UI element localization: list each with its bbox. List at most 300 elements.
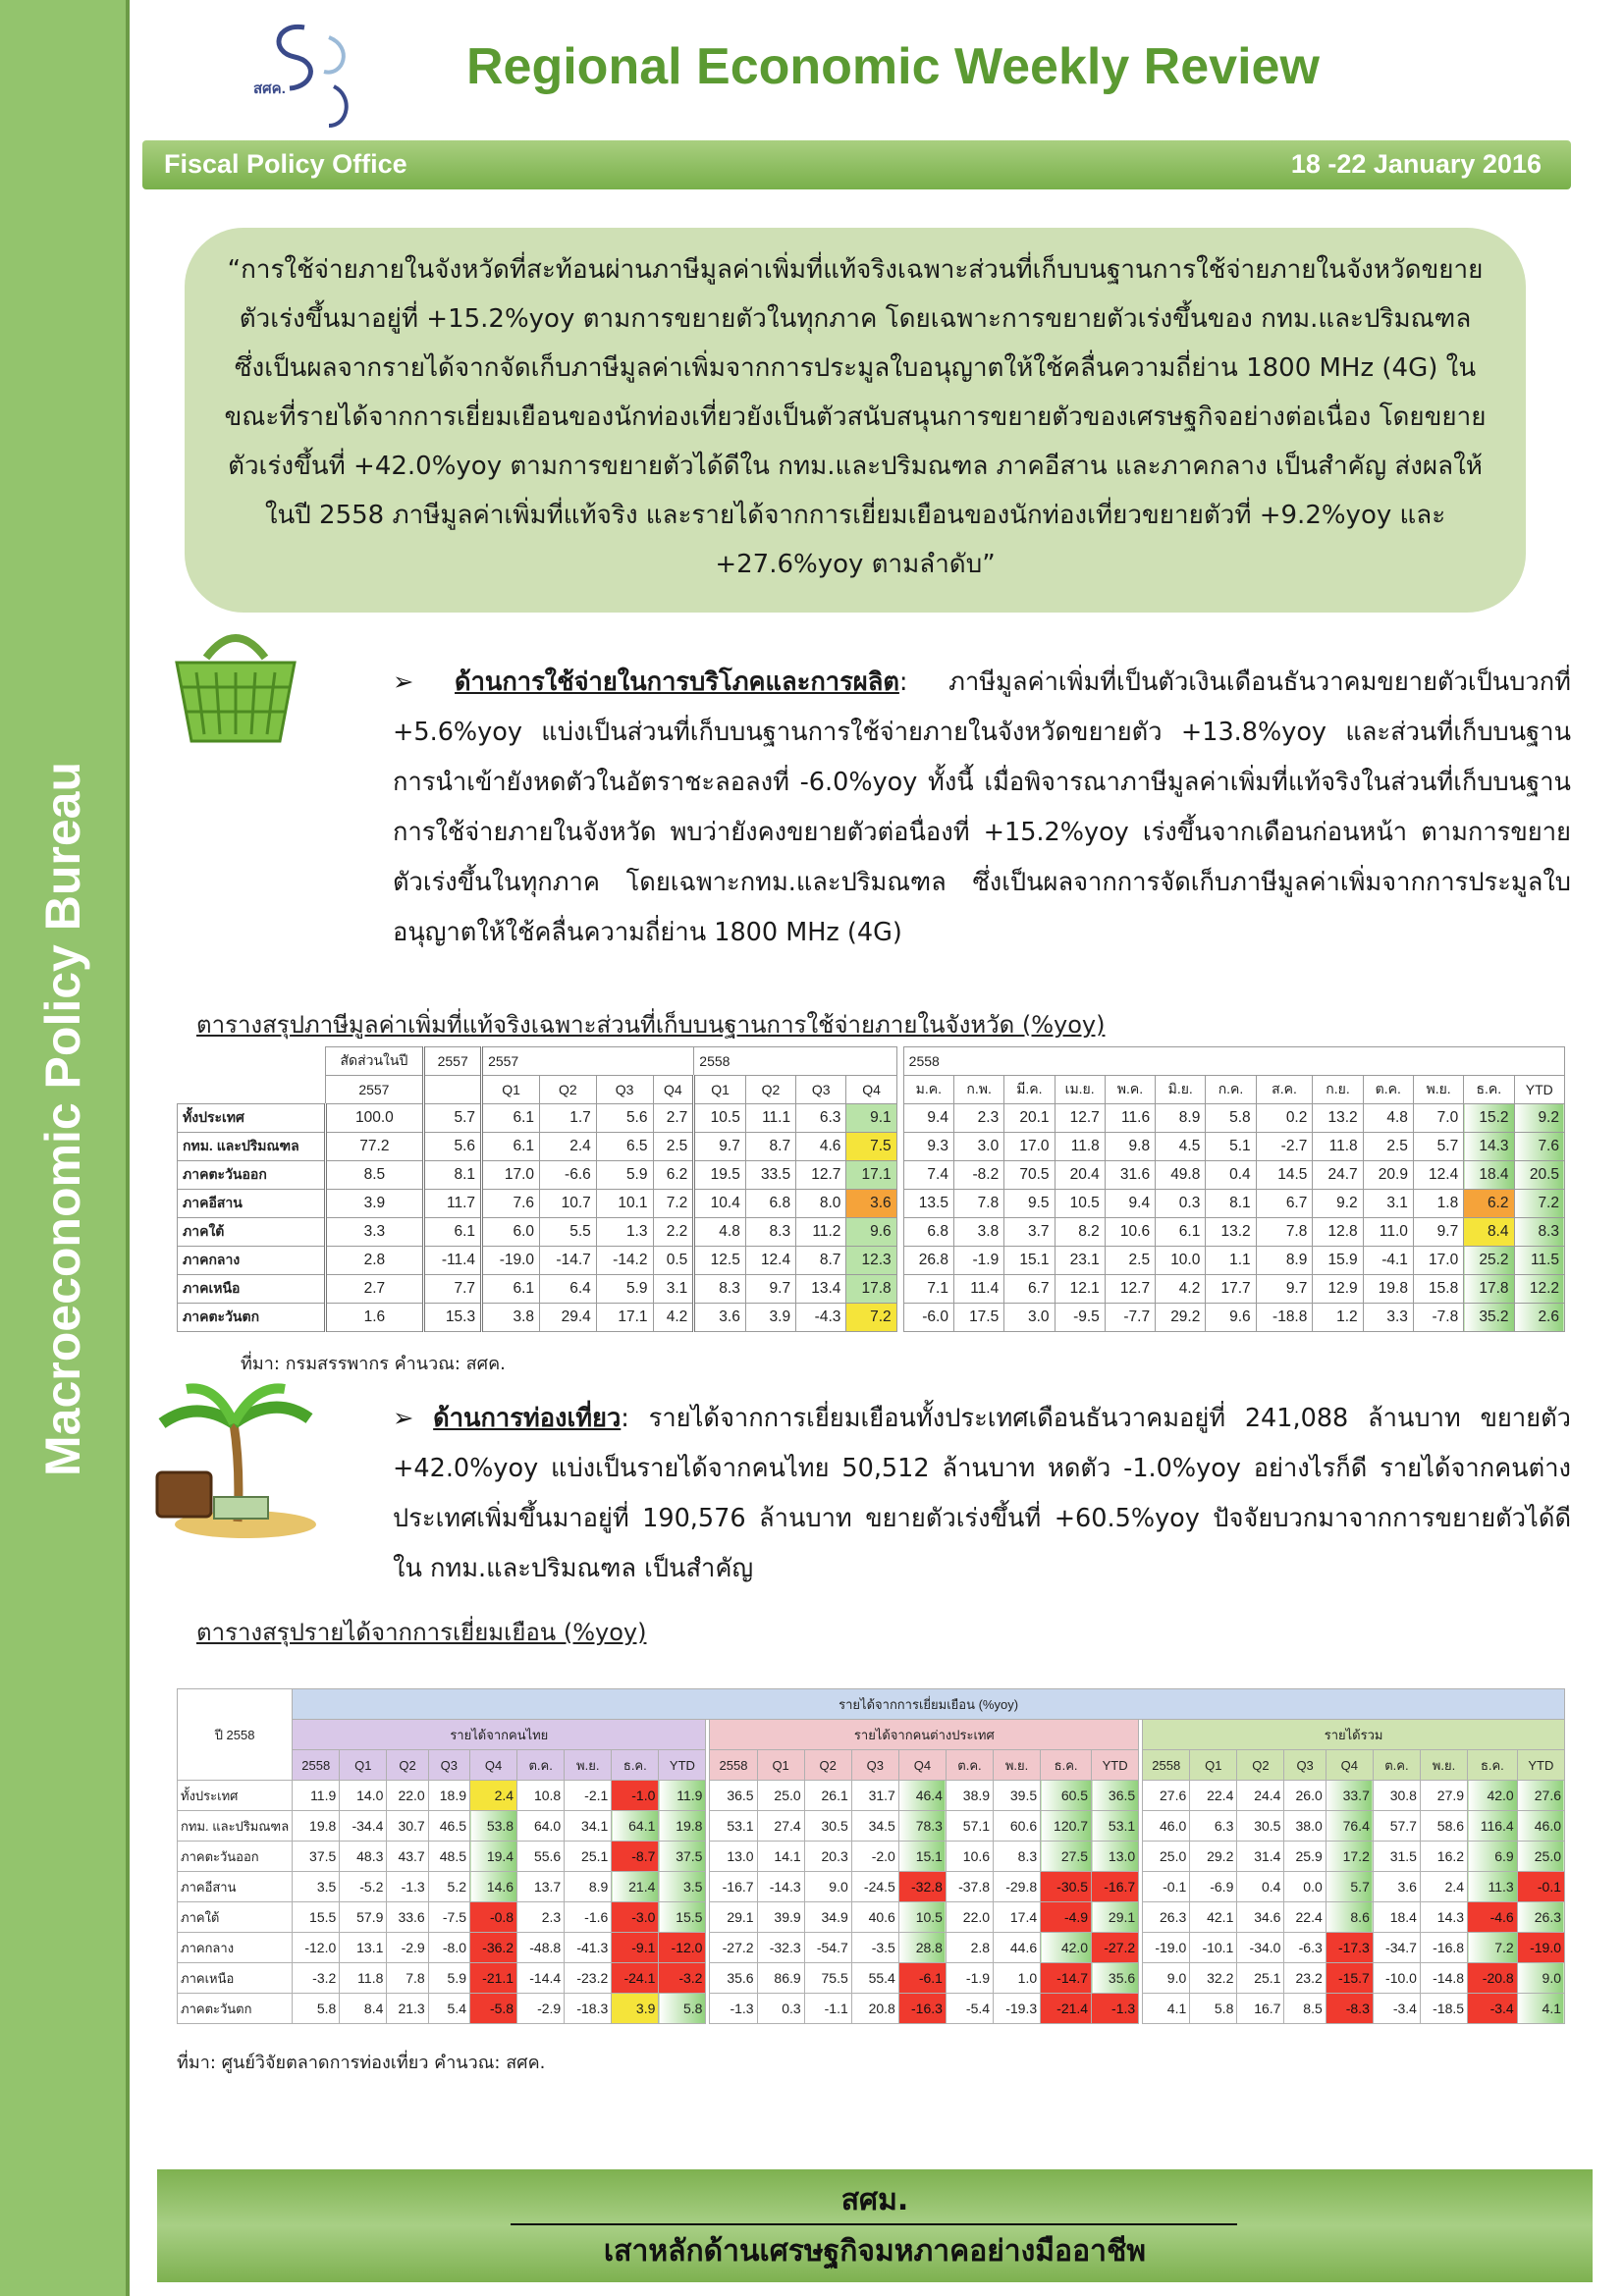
column-header: Q4 xyxy=(898,1750,946,1781)
table-row xyxy=(178,1933,1565,1963)
tourism-value: 34.5 xyxy=(851,1811,898,1842)
quarter-value: -14.7 xyxy=(540,1247,597,1275)
quarter-value: 11.1 xyxy=(745,1104,795,1133)
tourism-value: -2.9 xyxy=(387,1933,428,1963)
tourism-value: 20.3 xyxy=(804,1842,851,1872)
tourism-value: -1.3 xyxy=(387,1872,428,1902)
tourism-value: 7.2 xyxy=(1468,1933,1518,1963)
tourism-value: 55.4 xyxy=(851,1963,898,1994)
report-date: 18 -22 January 2016 xyxy=(1290,149,1542,179)
bullet-icon: ➢ xyxy=(393,1404,414,1433)
region-name: ภาคกลาง xyxy=(178,1247,326,1275)
month-value: 5.7 xyxy=(1413,1133,1463,1161)
quarter-value: 6.5 xyxy=(596,1133,653,1161)
month-value: 9.7 xyxy=(1413,1218,1463,1247)
quarter-value: 6.1 xyxy=(482,1275,540,1304)
quarter-value: 6.1 xyxy=(482,1104,540,1133)
tourism-value: -10.1 xyxy=(1190,1933,1237,1963)
table-row xyxy=(178,1190,1565,1218)
month-value: 26.8 xyxy=(903,1247,953,1275)
month-value: 4.2 xyxy=(1156,1275,1206,1304)
tourism-value: -6.3 xyxy=(1284,1933,1326,1963)
year-value: 8.1 xyxy=(424,1161,482,1190)
month-value: 7.4 xyxy=(903,1161,953,1190)
month-value: 3.8 xyxy=(953,1218,1003,1247)
tourism-value: 26.3 xyxy=(1517,1902,1564,1933)
tourism-value: 10.6 xyxy=(946,1842,993,1872)
month-header: ส.ค. xyxy=(1256,1076,1313,1104)
tourism-value: -41.3 xyxy=(565,1933,612,1963)
column-header: YTD xyxy=(659,1750,706,1781)
month-value: -4.1 xyxy=(1363,1247,1413,1275)
month-value: 12.4 xyxy=(1413,1161,1463,1190)
month-value: 11.8 xyxy=(1055,1133,1105,1161)
tourism-value: -1.3 xyxy=(1092,1994,1139,2024)
column-header: Q4 xyxy=(1326,1750,1373,1781)
tourism-value: -12.0 xyxy=(293,1933,340,1963)
quarter-value: 7.2 xyxy=(846,1304,896,1332)
tourism-value: 21.3 xyxy=(387,1994,428,2024)
column-header: ต.ค. xyxy=(1373,1750,1420,1781)
tourism-value: 36.5 xyxy=(710,1781,757,1811)
month-value: 3.0 xyxy=(1004,1304,1055,1332)
tourism-value: -19.0 xyxy=(1143,1933,1190,1963)
tourism-value: -5.4 xyxy=(946,1994,993,2024)
share-value: 1.6 xyxy=(325,1304,424,1332)
quarter-value: 6.4 xyxy=(540,1275,597,1304)
tourism-value: -5.2 xyxy=(340,1872,387,1902)
share-value: 2.8 xyxy=(325,1247,424,1275)
month-value: 0.3 xyxy=(1156,1190,1206,1218)
quarter-value: 3.6 xyxy=(694,1304,746,1332)
footer-bar xyxy=(157,2169,1593,2282)
column-header: Q1 xyxy=(1190,1750,1237,1781)
spacer xyxy=(896,1161,903,1190)
tourism-value: -17.3 xyxy=(1326,1933,1373,1963)
month-value: 8.9 xyxy=(1256,1247,1313,1275)
month-value: 10.6 xyxy=(1105,1218,1155,1247)
tourism-value: 8.4 xyxy=(340,1994,387,2024)
month-value: -7.8 xyxy=(1413,1304,1463,1332)
quarter-value: 12.4 xyxy=(745,1247,795,1275)
quarter-value: 4.2 xyxy=(653,1304,694,1332)
tourism-value: -32.3 xyxy=(757,1933,804,1963)
tourism-value: 17.2 xyxy=(1326,1842,1373,1872)
tourism-value: -37.8 xyxy=(946,1872,993,1902)
tourism-value: -24.1 xyxy=(612,1963,659,1994)
region-name: ภาคตะวันออก xyxy=(178,1161,326,1190)
column-header: ต.ค. xyxy=(946,1750,993,1781)
total-header: รายได้รวม xyxy=(1143,1720,1565,1750)
month-value: 15.8 xyxy=(1413,1275,1463,1304)
summary-text: “การใช้จ่ายภายในจังหวัดที่สะท้อนผ่านภาษีมูลค่าเพิ่มที่แท้จริงเฉพาะส่วนที่เก็บบนฐานการใช้จ่ายภายในจังหวัดขยายตัวเร่งขึ้นมาอยู่ที่ +15.2%yoy ตามการขยายตัวในทุกภาค โดยเฉพาะการขยายตัวเร่งขึ้นของ กทม.และปริมณฑล ซึ่งเป็นผลจากรายได้จากจัดเก็บภาษีมูลค่าเพิ่มจากการประมูลใบอนุญาตให้ใช้คลื่นความถี่ย่าน 1800 MHz (4G) ในขณะที่รายได้จากการเยี่ยมเยือนของนักท่องเที่ยวยังเป็นตัวสนับสนุนการขยายตัวของเศรษฐกิจอย่างต่อเนื่อง โดยขยายตัวเร่งขึ้นที่ +42.0%yoy ตามการขยายตัวได้ดีใน กทม.และปริมณฑล ภาคอีสาน และภาคกลาง เป็นสำคัญ ส่งผลให้ในปี 2558 ภาษีมูลค่าเพิ่มที่แท้จริง และรายได้จากการเยี่ยมเยือนของนักท่องเที่ยวขยายตัวที่ +9.2%yoy และ +27.6%yoy ตามลำดับ” xyxy=(224,255,1487,579)
tourism-value: 8.5 xyxy=(1284,1994,1326,2024)
month-value: 8.3 xyxy=(1514,1218,1565,1247)
region-name: ภาคเหนือ xyxy=(178,1963,293,1994)
month-value: 9.4 xyxy=(903,1104,953,1133)
sidebar xyxy=(0,0,130,2296)
tourism-value: 19.8 xyxy=(293,1811,340,1842)
tourism-value: 2.4 xyxy=(1420,1872,1467,1902)
month-value: 17.5 xyxy=(953,1304,1003,1332)
tourism-value: 3.5 xyxy=(293,1872,340,1902)
tourism-value: -1.9 xyxy=(946,1963,993,1994)
month-value: 11.8 xyxy=(1313,1133,1363,1161)
tourism-value: 0.0 xyxy=(1284,1872,1326,1902)
page-title: Regional Economic Weekly Review xyxy=(466,38,1320,95)
tourism-value: 5.2 xyxy=(428,1872,469,1902)
tourism-value: -6.1 xyxy=(898,1963,946,1994)
month-value: 0.4 xyxy=(1206,1161,1256,1190)
month-value: 9.4 xyxy=(1105,1190,1155,1218)
tourism-value: 14.1 xyxy=(757,1842,804,1872)
month-value: 8.9 xyxy=(1156,1104,1206,1133)
thai-header: รายได้จากคนไทย xyxy=(293,1720,706,1750)
region-name: กทม. และปริมณฑล xyxy=(178,1133,326,1161)
quarter-value: 0.5 xyxy=(653,1247,694,1275)
quarter-value: 2.5 xyxy=(653,1133,694,1161)
month-value: 11.6 xyxy=(1105,1104,1155,1133)
month-value: 20.1 xyxy=(1004,1104,1055,1133)
tourism-value: 2.4 xyxy=(470,1781,517,1811)
column-header: YTD xyxy=(1517,1750,1564,1781)
tourism-value: 78.3 xyxy=(898,1811,946,1842)
spacer xyxy=(896,1076,903,1104)
tourism-value: 15.5 xyxy=(659,1902,706,1933)
tourism-value: 10.5 xyxy=(898,1902,946,1933)
quarter-header: Q3 xyxy=(796,1076,846,1104)
month-header: ก.ค. xyxy=(1206,1076,1256,1104)
spacer xyxy=(896,1218,903,1247)
tourism-value: -4.6 xyxy=(1468,1902,1518,1933)
month-value: 2.3 xyxy=(953,1104,1003,1133)
month-value: -1.9 xyxy=(953,1247,1003,1275)
tourism-value: 34.9 xyxy=(804,1902,851,1933)
spacer xyxy=(896,1304,903,1332)
quarter-value: 7.2 xyxy=(653,1190,694,1218)
tourism-value: -3.5 xyxy=(851,1933,898,1963)
tourism-value: 31.4 xyxy=(1237,1842,1284,1872)
quarter-value: 12.7 xyxy=(796,1161,846,1190)
table-row xyxy=(178,1963,1565,1994)
month-value: 6.7 xyxy=(1004,1275,1055,1304)
tourism-value: 8.3 xyxy=(994,1842,1041,1872)
tourism-value: 5.8 xyxy=(1190,1994,1237,2024)
region-name: ภาคใต้ xyxy=(178,1902,293,1933)
month-value: -2.7 xyxy=(1256,1133,1313,1161)
tourism-value: -1.0 xyxy=(612,1781,659,1811)
tourism-value: 27.6 xyxy=(1517,1781,1564,1811)
month-value: 20.5 xyxy=(1514,1161,1565,1190)
header-bar xyxy=(142,140,1571,189)
month-value: 12.9 xyxy=(1313,1275,1363,1304)
month-value: 8.4 xyxy=(1464,1218,1514,1247)
month-value: 6.7 xyxy=(1256,1190,1313,1218)
tourism-value: 35.6 xyxy=(1092,1963,1139,1994)
tourism-value: 3.9 xyxy=(612,1994,659,2024)
month-value: 25.2 xyxy=(1464,1247,1514,1275)
quarter-header: Q2 xyxy=(745,1076,795,1104)
spacer xyxy=(896,1247,903,1275)
column-header: Q3 xyxy=(1284,1750,1326,1781)
tourism-value: 1.0 xyxy=(994,1963,1041,1994)
quarter-header: Q1 xyxy=(694,1076,746,1104)
month-header: YTD xyxy=(1514,1076,1565,1104)
tourism-value: -16.7 xyxy=(1092,1872,1139,1902)
tourism-value: -34.0 xyxy=(1237,1933,1284,1963)
table-row xyxy=(178,1842,1565,1872)
tourism-value: 30.5 xyxy=(804,1811,851,1842)
tourism-value: 31.5 xyxy=(1373,1842,1420,1872)
month-value: 17.0 xyxy=(1413,1247,1463,1275)
section-tourism-heading: ด้านการท่องเที่ยว xyxy=(433,1404,622,1433)
tourism-value: 40.6 xyxy=(851,1902,898,1933)
section-consumption-heading: ด้านการใช้จ่ายในการบริโภคและการผลิต xyxy=(455,667,899,697)
tourism-value: 19.8 xyxy=(659,1811,706,1842)
spacer xyxy=(896,1133,903,1161)
month-value: 1.8 xyxy=(1413,1190,1463,1218)
share-value: 8.5 xyxy=(325,1161,424,1190)
tourism-value: 57.7 xyxy=(1373,1811,1420,1842)
tourism-value: -2.9 xyxy=(517,1994,565,2024)
tourism-value: -21.4 xyxy=(1041,1994,1092,2024)
tourism-top-header: รายได้จากการเยี่ยมเยือน (%yoy) xyxy=(293,1689,1565,1720)
tourism-value: 22.4 xyxy=(1284,1902,1326,1933)
tourism-value: 16.2 xyxy=(1420,1842,1467,1872)
column-header: 2558 xyxy=(1143,1750,1190,1781)
column-header: Q3 xyxy=(851,1750,898,1781)
table-row xyxy=(178,1994,1565,2024)
month-value: 23.1 xyxy=(1055,1247,1105,1275)
tourism-value: 57.1 xyxy=(946,1811,993,1842)
tourism-value: 30.8 xyxy=(1373,1781,1420,1811)
tourism-value: -19.0 xyxy=(1517,1933,1564,1963)
tourism-value: 22.0 xyxy=(387,1781,428,1811)
tourism-value: 11.8 xyxy=(340,1963,387,1994)
region-name: ภาคอีสาน xyxy=(178,1872,293,1902)
quarter-value: 8.3 xyxy=(694,1275,746,1304)
vat-table-source: ที่มา: กรมสรรพากร คำนวณ: สศค. xyxy=(241,1354,506,1374)
column-header: พ.ย. xyxy=(1420,1750,1467,1781)
tourism-value: 42.0 xyxy=(1041,1933,1092,1963)
quarter-value: 10.4 xyxy=(694,1190,746,1218)
quarter-value: 17.8 xyxy=(846,1275,896,1304)
column-header: Q3 xyxy=(428,1750,469,1781)
tourism-value: -32.8 xyxy=(898,1872,946,1902)
tourism-value: 75.5 xyxy=(804,1963,851,1994)
tourism-value: -19.3 xyxy=(994,1994,1041,2024)
tourism-value: -2.0 xyxy=(851,1842,898,1872)
tourism-value: 39.5 xyxy=(994,1781,1041,1811)
tourism-value: 5.7 xyxy=(1326,1872,1373,1902)
tourism-value: 39.9 xyxy=(757,1902,804,1933)
tourism-value: -16.8 xyxy=(1420,1933,1467,1963)
tourism-value: -9.1 xyxy=(612,1933,659,1963)
share-value: 3.9 xyxy=(325,1190,424,1218)
month-value: 7.1 xyxy=(903,1275,953,1304)
month-value: 3.0 xyxy=(953,1133,1003,1161)
table-row xyxy=(178,1161,1565,1190)
region-name: ภาคใต้ xyxy=(178,1218,326,1247)
column-header: Q4 xyxy=(470,1750,517,1781)
month-value: 9.6 xyxy=(1206,1304,1256,1332)
tourism-value: -8.7 xyxy=(612,1842,659,1872)
tourism-value: 15.5 xyxy=(293,1902,340,1933)
year-value: 5.7 xyxy=(424,1104,482,1133)
tourism-value: 0.3 xyxy=(757,1994,804,2024)
quarter-value: 7.6 xyxy=(482,1190,540,1218)
column-header: Q1 xyxy=(757,1750,804,1781)
palm-island-icon xyxy=(147,1379,319,1541)
tourism-value: 32.2 xyxy=(1190,1963,1237,1994)
quarter-value: 6.1 xyxy=(482,1133,540,1161)
quarter-value: 2.4 xyxy=(540,1133,597,1161)
tourism-value: 46.5 xyxy=(428,1811,469,1842)
month-value: 3.1 xyxy=(1363,1190,1413,1218)
month-value: 11.4 xyxy=(953,1275,1003,1304)
tourism-value: 17.4 xyxy=(994,1902,1041,1933)
tourism-value: 57.9 xyxy=(340,1902,387,1933)
tourism-value: 11.3 xyxy=(1468,1872,1518,1902)
column-header: ต.ค. xyxy=(517,1750,565,1781)
quarter-header: Q2 xyxy=(540,1076,597,1104)
tourism-value: -34.4 xyxy=(340,1811,387,1842)
tourism-value: 25.0 xyxy=(1143,1842,1190,1872)
tourism-value: 60.5 xyxy=(1041,1781,1092,1811)
tourism-value: 55.6 xyxy=(517,1842,565,1872)
month-value: 9.7 xyxy=(1256,1275,1313,1304)
tourism-value: 11.9 xyxy=(293,1781,340,1811)
tourism-value: -20.8 xyxy=(1468,1963,1518,1994)
tourism-value: -36.2 xyxy=(470,1933,517,1963)
tourism-value: -8.0 xyxy=(428,1933,469,1963)
tourism-table xyxy=(177,1688,1565,2024)
quarter-value: 17.0 xyxy=(482,1161,540,1190)
quarter-value: 5.9 xyxy=(596,1275,653,1304)
tourism-value: 5.4 xyxy=(428,1994,469,2024)
vat-table-title: ตารางสรุปภาษีมูลค่าเพิ่มที่แท้จริงเฉพาะส่วนที่เก็บบนฐานการใช้จ่ายภายในจังหวัด (%yoy) xyxy=(196,1011,1106,1039)
spacer xyxy=(896,1104,903,1133)
month-value: 6.1 xyxy=(1156,1218,1206,1247)
share-year-header: 2557 xyxy=(325,1076,424,1104)
tourism-value: 48.3 xyxy=(340,1842,387,1872)
tourism-value: 116.4 xyxy=(1468,1811,1518,1842)
spacer xyxy=(896,1275,903,1304)
tourism-value: 5.8 xyxy=(659,1994,706,2024)
table-row xyxy=(178,1902,1565,1933)
tourism-value: -7.5 xyxy=(428,1902,469,1933)
tourism-value: -1.3 xyxy=(710,1994,757,2024)
table-row xyxy=(178,1781,1565,1811)
month-value: 12.2 xyxy=(1514,1275,1565,1304)
tourism-value: 33.7 xyxy=(1326,1781,1373,1811)
column-header: 2558 xyxy=(293,1750,340,1781)
tourism-value: -4.9 xyxy=(1041,1902,1092,1933)
quarter-value: 2.7 xyxy=(653,1104,694,1133)
share-value: 77.2 xyxy=(325,1133,424,1161)
month-header: เม.ย. xyxy=(1055,1076,1105,1104)
month-value: 9.3 xyxy=(903,1133,953,1161)
quarter-value: 9.1 xyxy=(846,1104,896,1133)
tourism-value: 5.8 xyxy=(293,1994,340,2024)
tourism-value: -14.7 xyxy=(1041,1963,1092,1994)
quarter-value: 8.7 xyxy=(796,1247,846,1275)
share-value: 3.3 xyxy=(325,1218,424,1247)
logo-text: สศค. xyxy=(253,80,286,97)
tourism-value: -24.5 xyxy=(851,1872,898,1902)
month-value: 7.6 xyxy=(1514,1133,1565,1161)
tourism-value: 29.1 xyxy=(1092,1902,1139,1933)
quarter-value: 5.9 xyxy=(596,1161,653,1190)
column-header: Q2 xyxy=(804,1750,851,1781)
share-header: สัดส่วนในปี xyxy=(325,1047,424,1076)
column-header: Q2 xyxy=(387,1750,428,1781)
quarter-value: 3.9 xyxy=(745,1304,795,1332)
month-value: 2.5 xyxy=(1105,1247,1155,1275)
tourism-value: -1.1 xyxy=(804,1994,851,2024)
month-value: 7.0 xyxy=(1413,1104,1463,1133)
month-header: ก.พ. xyxy=(953,1076,1003,1104)
tourism-value: 9.0 xyxy=(1143,1963,1190,1994)
month-value: -8.2 xyxy=(953,1161,1003,1190)
tourism-value: 25.1 xyxy=(565,1842,612,1872)
tourism-value: -21.1 xyxy=(470,1963,517,1994)
tourism-value: 14.3 xyxy=(1420,1902,1467,1933)
section-tourism xyxy=(393,1394,1571,1594)
tourism-value: 38.0 xyxy=(1284,1811,1326,1842)
tourism-value: -54.7 xyxy=(804,1933,851,1963)
tourism-value: 22.0 xyxy=(946,1902,993,1933)
tourism-value: 31.7 xyxy=(851,1781,898,1811)
quarter-value: 10.1 xyxy=(596,1190,653,1218)
tourism-value: 3.5 xyxy=(659,1872,706,1902)
month-value: 8.1 xyxy=(1206,1190,1256,1218)
tourism-value: 25.0 xyxy=(757,1781,804,1811)
tourism-value: 27.9 xyxy=(1420,1781,1467,1811)
quarter-value: 6.8 xyxy=(745,1190,795,1218)
tourism-value: -18.3 xyxy=(565,1994,612,2024)
tourism-value: 26.0 xyxy=(1284,1781,1326,1811)
tourism-value: 30.5 xyxy=(1237,1811,1284,1842)
month-value: 13.2 xyxy=(1206,1218,1256,1247)
quarter-value: 19.5 xyxy=(694,1161,746,1190)
month-value: 18.4 xyxy=(1464,1161,1514,1190)
tourism-value: -6.9 xyxy=(1190,1872,1237,1902)
quarter-value: 12.3 xyxy=(846,1247,896,1275)
tourism-value: 14.0 xyxy=(340,1781,387,1811)
tourism-value: 43.7 xyxy=(387,1842,428,1872)
tourism-value: 10.8 xyxy=(517,1781,565,1811)
year-label: ปี 2558 xyxy=(178,1689,293,1781)
month-value: 12.1 xyxy=(1055,1275,1105,1304)
tourism-value: -14.8 xyxy=(1420,1963,1467,1994)
tourism-value: -0.8 xyxy=(470,1902,517,1933)
tourism-value: 86.9 xyxy=(757,1963,804,1994)
table-row xyxy=(178,1218,1565,1247)
tourism-value: 26.3 xyxy=(1143,1902,1190,1933)
tourism-value: -16.3 xyxy=(898,1994,946,2024)
month-value: 3.3 xyxy=(1363,1304,1413,1332)
tourism-value: 46.0 xyxy=(1517,1811,1564,1842)
tourism-value: -14.4 xyxy=(517,1963,565,1994)
tourism-value: 3.6 xyxy=(1373,1872,1420,1902)
tourism-value: 28.8 xyxy=(898,1933,946,1963)
column-header: YTD xyxy=(1092,1750,1139,1781)
tourism-value: 64.1 xyxy=(612,1811,659,1842)
quarter-value: 3.6 xyxy=(846,1190,896,1218)
quarters-2557-header: 2557 xyxy=(482,1047,694,1076)
quarter-value: 11.2 xyxy=(796,1218,846,1247)
